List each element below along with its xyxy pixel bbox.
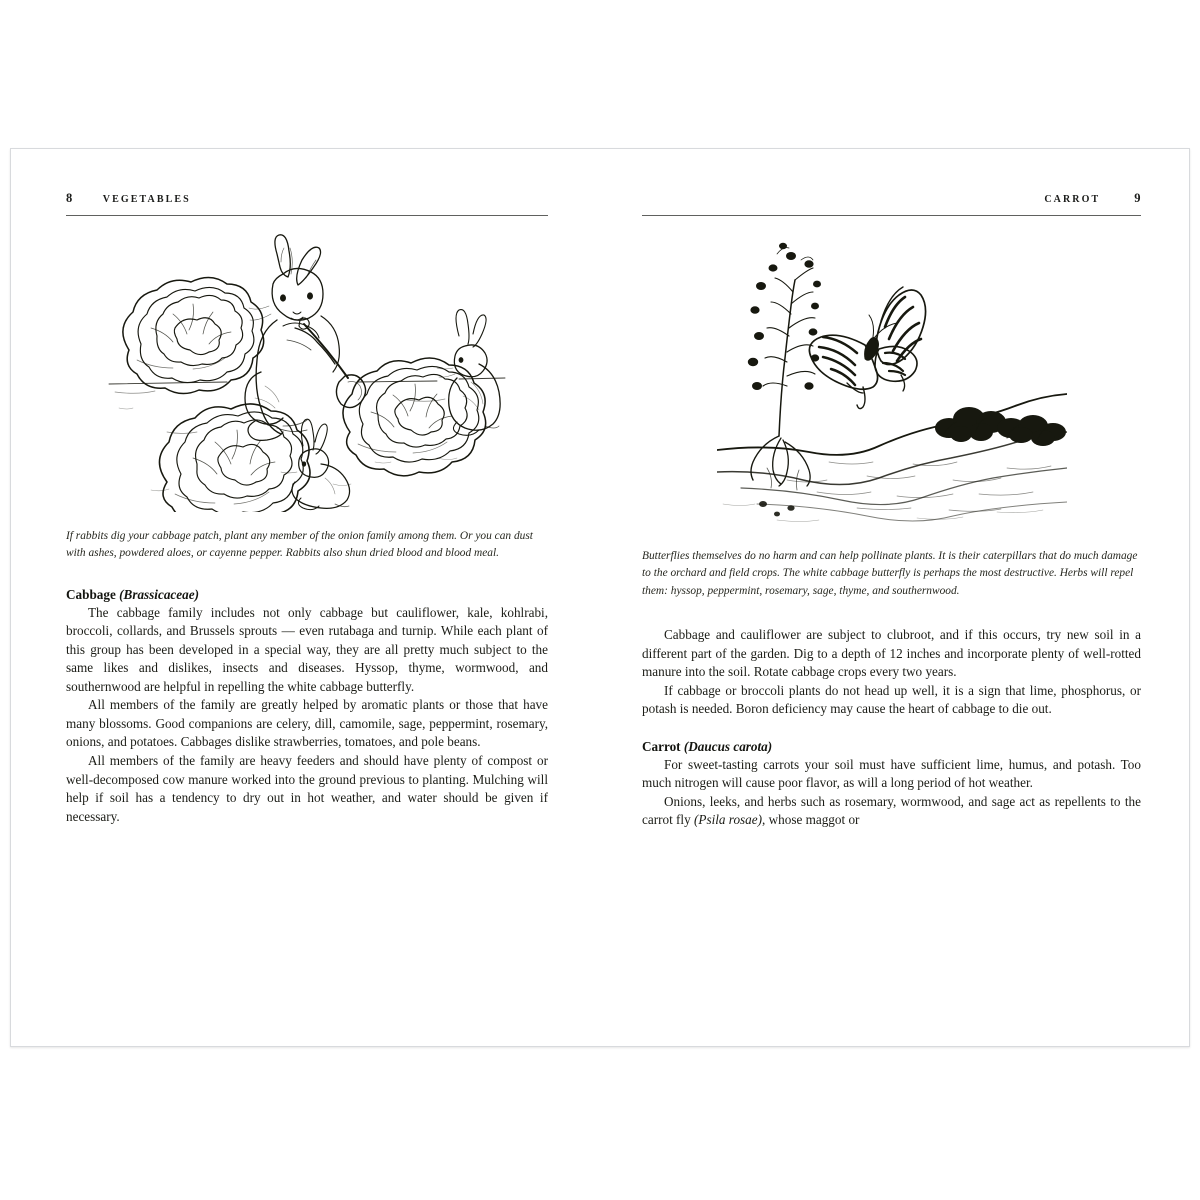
butterfly-over-hillside-illustration: [642, 226, 1141, 526]
carrot-heading-scientific: (Daucus carota): [683, 738, 773, 754]
carrot-heading-common: Carrot: [642, 738, 681, 754]
left-illustration-caption: If rabbits dig your cabbage patch, plant any member of the onion family among them. Or you can dust with ashes, powdered aloes, or cayenne pepper. Rabbits also shun dried blood and blood meal.: [66, 530, 533, 560]
right-page-running-head: [642, 191, 1141, 216]
rabbits-in-cabbage-patch-illustration: [66, 222, 548, 512]
open-book-spread: [10, 148, 1190, 1047]
cabbage-paragraph-3: All members of the family are heavy feeders and should have plenty of compost or well-decomposed cow manure worked into the ground previous to planting. Mulching will help if soil has a tendency to dry out in hot weather, and water should be given if necessary.: [66, 753, 548, 824]
running-head-rule-right: [642, 215, 1141, 216]
carrot-fly-scientific-name: (Psila rosae): [694, 812, 763, 828]
section-heading-cabbage: [66, 587, 548, 603]
cabbage-paragraph-2: All members of the family are greatly helped by aromatic plants or those that have many blossoms. Good companions are celery, dill, camomile, sage, peppermint, rosemary, onions, and potatoes. Cabbages dislike strawberries, tomatoes, and pole beans.: [66, 697, 548, 750]
left-text-block: [66, 563, 548, 827]
running-head-title-right: CARROT: [1044, 194, 1101, 205]
carrot-paragraph-2: [642, 793, 1141, 830]
right-illustration-caption: Butterflies themselves do no harm and can help pollinate plants. It is their caterpillars that do much damage to the orchard and field crops. The white cabbage butterfly is perhaps the most destructive. Herbs will repel them: hyssop, peppermint, rosemary, sage, thyme, and southernwood.: [642, 550, 1138, 597]
cabbage-paragraph-1: The cabbage family includes not only cabbage but cauliflower, kale, kohlrabi, broccoli, collards, and Brussels sprouts — even rutabaga and turnip. While each plant of this group has been developed in a special way, they are all pretty much subject to the same likes and dislikes, insects and diseases. Hyssop, thyme, wormwood, and southernwood are helpful in repelling the white cabbage butterfly.: [66, 604, 548, 694]
left-page-running-head: [66, 191, 548, 216]
section-heading-common: Cabbage: [66, 586, 116, 602]
running-head-title-left: VEGETABLES: [102, 194, 191, 205]
cabbage-continued-paragraph-1: Cabbage and cauliflower are subject to clubroot, and if this occurs, try new soil in a different part of the garden. Dig to a depth of 12 inches and incorporate plenty of well-rotted manure into the soil. Rotate cabbage crops every two years.: [642, 626, 1141, 680]
right-page: [600, 149, 1189, 1046]
running-head-rule-left: [66, 215, 548, 216]
carrot-paragraph-2-lead: Onions, leeks, and herbs such as rosemary, wormwood, and sage act as repellents to the carrot fly: [642, 793, 1141, 828]
section-heading-scientific: (Brassicaceae): [119, 586, 199, 602]
cabbage-continued-paragraph-2: If cabbage or broccoli plants do not head up well, it is a sign that lime, phosphorus, or potash is needed. Boron deficiency may cause the heart of cabbage to die out.: [642, 682, 1141, 717]
right-text-block: [642, 626, 1141, 830]
running-head-row-left: [66, 191, 548, 211]
section-heading-carrot: [642, 739, 1141, 755]
folio-right: 9: [1134, 191, 1141, 205]
running-head-row-right: [642, 191, 1141, 211]
carrot-paragraph-2-tail: , whose maggot or: [762, 812, 860, 828]
carrot-paragraph-1: For sweet-tasting carrots your soil must have sufficient lime, humus, and potash. Too much nitrogen will cause poor flavor, as will a long period of hot weather.: [642, 756, 1141, 791]
left-page: [11, 149, 600, 1046]
folio-left: 8: [66, 191, 73, 205]
